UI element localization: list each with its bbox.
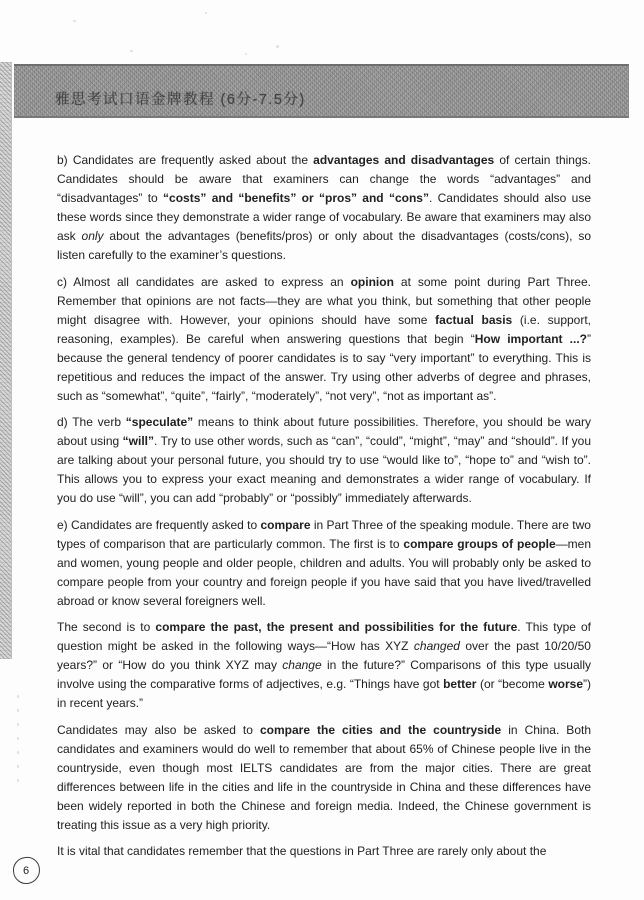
chapter-header-band — [14, 64, 629, 118]
paragraph-compare-past-present-future: The second is to compare the past, the present and possibilities for the future. This type of question might be asked in the following ways—“How has XYZ changed over the past 10/20/50 years?” or “How do you think XYZ may change in the future?” Comparisons of this type usually involve using the comparative forms of adjectives, e.g. “Things have got better (or “become worse”) in recent years.” — [57, 620, 592, 710]
scan-artifact-speck — [245, 53, 247, 55]
paragraph-c-opinion: c) Almost all candidates are asked to express an opinion at some point during Part Three. Remember that opinions are not facts—they are what you think, but something that other people might disagree with. However, your opinions should have some factual basis (i.e. support, reasoning, examples). Be careful when answering questions that begin “How important ...?” because the general tendency of poorer candidates is to say “very important” to everything. This is repetitious and reduces the impact of the answer. Try using other adverbs of degree and phrases, such as “somewhat”, “quite”, “fairly”, “moderately”, “not very”, “not as important as”. — [57, 274, 591, 403]
scan-artifact-dashes — [17, 695, 19, 791]
paragraph-b-advantages-disadvantages: b) Candidates are frequently asked about the advantages and disadvantages of certain things. Candidates should be aware that examiners can change the words “advantages” and “disadvantages” to “costs” and “benefits” or “pros” and “cons”. Candidates should also use these words since they demonstrate a wider range of vocabulary. Be aware that examiners may also ask only about the advantages (benefits/pros) or only about the disadvantages (costs/cons), so listen carefully to the examiner’s questions. — [57, 153, 592, 262]
scan-artifact-speck — [130, 50, 133, 52]
scan-artifact-speck — [276, 45, 279, 48]
page-number-badge — [12, 856, 42, 886]
chapter-header-title: 雅思考试口语金牌教程 (6分-7.5分) — [55, 92, 306, 108]
paragraph-closing: It is vital that candidates remember that the questions in Part Three are rarely only about the — [57, 844, 547, 858]
paragraph-cities-countryside: Candidates may also be asked to compare the cities and the countryside in China. Both candidates and examiners would do well to remember that about 65% of Chinese people live in the countryside, even though most IELTS candidates are from the major cities. There are great differences between life in the cities and life in the countryside in China and these differences have been widely reported in both the Chinese and foreign media. Indeed, the Chinese government is treating this issue as a very high priority. — [57, 722, 591, 832]
scan-artifact-speck — [205, 12, 207, 14]
paragraph-e-compare: e) Candidates are frequently asked to compare in Part Three of the speaking module. There are two types of comparison that are particularly common. The first is to compare groups of people—men and women, young people and older people, children and adults. You will probably only be asked to compare people from your country and foreign people if you have said that you have lived/travelled abroad or know several foreigners well. — [57, 517, 592, 608]
scan-artifact-speck — [73, 20, 76, 22]
page-number: 6 — [23, 864, 30, 877]
binding-edge-texture — [0, 62, 12, 659]
paragraph-d-speculate: d) The verb “speculate” means to think about future possibilities. Therefore, you should be wary about using “will”. Try to use other words, such as “can”, “could”, “might”, “may” and “should”. If you are talking about your personal future, you should try to use “would like to”, “hope to” and “wish to”. This allows you to express your exact meaning and demonstrates a wider range of vocabulary. If you do use “will”, you can add “probably” or “possibly” immediately afterwards. — [57, 415, 591, 505]
page-body-text — [57, 151, 591, 869]
